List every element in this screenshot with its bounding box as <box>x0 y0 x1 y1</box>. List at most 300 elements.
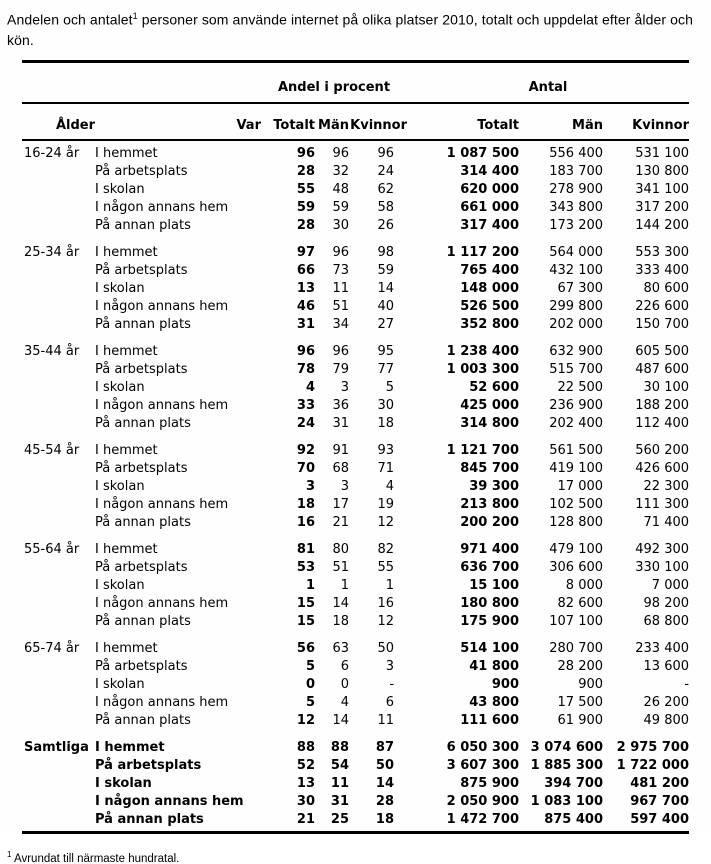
pct-man-cell: 3 <box>340 478 349 494</box>
age-cell: 16-24 år <box>24 145 80 161</box>
pct-totalt-cell: 3 <box>305 478 315 494</box>
header-antal-kvinnor: Kvinnor <box>632 117 690 133</box>
antal-totalt-cell: 180 800 <box>460 595 520 611</box>
pct-kvinnor-cell: 50 <box>375 757 395 773</box>
pct-totalt-cell: 1 <box>305 577 315 593</box>
pct-totalt-cell: 30 <box>296 793 315 809</box>
antal-man-cell: 515 700 <box>549 361 604 377</box>
place-cell: På annan plats <box>95 415 191 431</box>
pct-totalt-cell: 0 <box>305 676 315 692</box>
place-cell: I skolan <box>95 775 152 791</box>
table-row <box>22 199 689 217</box>
place-cell: I skolan <box>95 280 145 296</box>
footnote <box>7 850 711 864</box>
age-cell: 45-54 år <box>24 442 80 458</box>
column-header-row <box>22 103 689 140</box>
table-row <box>22 140 689 163</box>
pct-man-cell: 96 <box>332 343 349 359</box>
antal-man-cell: 8 000 <box>565 577 604 593</box>
pct-kvinnor-cell: 14 <box>377 280 395 296</box>
pct-kvinnor-cell: 24 <box>377 163 395 179</box>
table-row <box>22 478 689 496</box>
place-cell: I någon annans hem <box>95 793 244 809</box>
antal-man-cell: 306 600 <box>549 559 604 575</box>
antal-kvinnor-cell: 13 600 <box>643 658 690 674</box>
antal-totalt-cell: 661 000 <box>460 199 520 215</box>
antal-kvinnor-cell: 967 700 <box>630 793 690 809</box>
pct-totalt-cell: 12 <box>296 712 315 728</box>
table-row <box>22 217 689 235</box>
antal-totalt-cell: 200 200 <box>460 514 520 530</box>
table-row <box>22 757 689 775</box>
antal-totalt-cell: 1 003 300 <box>446 361 520 377</box>
antal-man-cell: 299 800 <box>549 298 604 314</box>
table-row <box>22 298 689 316</box>
pct-kvinnor-cell: 26 <box>377 217 395 233</box>
pct-totalt-cell: 59 <box>296 199 315 215</box>
pct-man-cell: 1 <box>340 577 349 593</box>
antal-man-cell: 394 700 <box>544 775 604 791</box>
place-cell: I hemmet <box>95 244 158 260</box>
antal-kvinnor-cell: 49 800 <box>643 712 690 728</box>
antal-totalt-cell: 875 900 <box>460 775 520 791</box>
pct-man-cell: 17 <box>332 496 349 512</box>
pct-totalt-cell: 78 <box>296 361 315 377</box>
place-cell: På arbetsplats <box>95 460 188 476</box>
title-text-pre: Andelen och antalet <box>7 11 133 28</box>
place-cell: I hemmet <box>95 640 158 656</box>
antal-kvinnor-cell: - <box>684 676 690 692</box>
place-cell: I hemmet <box>95 343 158 359</box>
age-cell <box>22 460 95 478</box>
pct-totalt-cell: 66 <box>296 262 315 278</box>
pct-kvinnor-cell: 82 <box>377 541 395 557</box>
antal-man-cell: 561 500 <box>549 442 604 458</box>
age-cell <box>22 793 95 811</box>
antal-man-cell: 107 100 <box>549 613 604 629</box>
header-place: Var <box>236 117 261 133</box>
empty-header-cell <box>22 61 261 103</box>
antal-man-cell: 128 800 <box>549 514 604 530</box>
pct-man-cell: 79 <box>332 361 349 377</box>
table-row <box>22 334 689 361</box>
antal-man-cell: 102 500 <box>549 496 604 512</box>
antal-kvinnor-cell: 553 300 <box>635 244 690 260</box>
antal-man-cell: 17 500 <box>557 694 604 710</box>
antal-kvinnor-cell: 30 100 <box>643 379 690 395</box>
age-cell <box>22 694 95 712</box>
age-cell <box>22 577 95 595</box>
antal-totalt-cell: 314 800 <box>460 415 520 431</box>
place-cell: På annan plats <box>95 514 191 530</box>
antal-kvinnor-cell: 130 800 <box>635 163 690 179</box>
antal-totalt-cell: 15 100 <box>469 577 520 593</box>
header-antal-totalt: Totalt <box>477 117 520 133</box>
age-cell <box>22 595 95 613</box>
header-age: Ålder <box>55 117 95 133</box>
pct-totalt-cell: 88 <box>296 739 315 755</box>
pct-kvinnor-cell: 50 <box>377 640 395 656</box>
table-row <box>22 676 689 694</box>
table-row <box>22 379 689 397</box>
pct-totalt-cell: 52 <box>296 757 315 773</box>
table-row <box>22 658 689 676</box>
age-cell <box>22 496 95 514</box>
pct-kvinnor-cell: 14 <box>375 775 395 791</box>
antal-totalt-cell: 1 121 700 <box>446 442 520 458</box>
pct-totalt-cell: 15 <box>296 613 315 629</box>
pct-kvinnor-cell: 16 <box>377 595 395 611</box>
pct-kvinnor-cell: 18 <box>377 415 395 431</box>
place-cell: På arbetsplats <box>95 658 188 674</box>
pct-kvinnor-cell: - <box>389 676 395 692</box>
place-cell: På annan plats <box>95 712 191 728</box>
antal-man-cell: 183 700 <box>549 163 604 179</box>
pct-man-cell: 80 <box>332 541 349 557</box>
antal-totalt-cell: 314 400 <box>460 163 520 179</box>
age-cell <box>22 298 95 316</box>
pct-kvinnor-cell: 6 <box>385 694 395 710</box>
table-row <box>22 793 689 811</box>
antal-kvinnor-cell: 341 100 <box>635 181 690 197</box>
age-cell <box>22 712 95 730</box>
pct-totalt-cell: 55 <box>296 181 315 197</box>
header-antal-man: Män <box>572 117 604 133</box>
antal-man-cell: 17 000 <box>557 478 604 494</box>
place-cell: I skolan <box>95 577 145 593</box>
age-cell <box>22 514 95 532</box>
pct-kvinnor-cell: 40 <box>377 298 395 314</box>
table-row <box>22 496 689 514</box>
antal-totalt-cell: 43 800 <box>469 694 520 710</box>
place-cell: I någon annans hem <box>95 397 229 413</box>
pct-kvinnor-cell: 55 <box>377 559 395 575</box>
pct-totalt-cell: 16 <box>296 514 315 530</box>
pct-kvinnor-cell: 58 <box>377 199 395 215</box>
antal-kvinnor-cell: 68 800 <box>643 613 690 629</box>
header-pct-man: Män <box>318 117 349 133</box>
antal-kvinnor-cell: 487 600 <box>635 361 690 377</box>
place-cell: På arbetsplats <box>95 361 188 377</box>
pct-man-cell: 4 <box>340 694 349 710</box>
age-cell: 25-34 år <box>24 244 80 260</box>
antal-kvinnor-cell: 1 722 000 <box>616 757 690 773</box>
antal-man-cell: 202 000 <box>549 316 604 332</box>
place-cell: I skolan <box>95 478 145 494</box>
antal-kvinnor-cell: 317 200 <box>635 199 690 215</box>
age-cell <box>22 559 95 577</box>
internet-usage-table <box>22 60 689 834</box>
table-row <box>22 433 689 460</box>
pct-kvinnor-cell: 27 <box>377 316 395 332</box>
pct-man-cell: 11 <box>332 280 349 296</box>
age-cell <box>22 613 95 631</box>
pct-man-cell: 68 <box>332 460 349 476</box>
table-row <box>22 397 689 415</box>
antal-totalt-cell: 213 800 <box>460 496 520 512</box>
antal-man-cell: 556 400 <box>549 145 604 161</box>
antal-kvinnor-cell: 597 400 <box>603 811 689 833</box>
age-cell <box>22 397 95 415</box>
footnote-marker: 1 <box>7 849 12 859</box>
pct-totalt-cell: 18 <box>296 496 315 512</box>
pct-man-cell: 91 <box>332 442 349 458</box>
pct-totalt-cell: 96 <box>296 145 315 161</box>
table-row <box>22 775 689 793</box>
pct-totalt-cell: 4 <box>305 379 315 395</box>
antal-man-cell: 173 200 <box>549 217 604 233</box>
antal-totalt-cell: 620 000 <box>460 181 520 197</box>
antal-kvinnor-cell: 333 400 <box>635 262 690 278</box>
pct-kvinnor-cell: 11 <box>377 712 395 728</box>
antal-totalt-cell: 317 400 <box>460 217 520 233</box>
antal-totalt-cell: 514 100 <box>460 640 520 656</box>
table-row <box>22 613 689 631</box>
antal-kvinnor-cell: 150 700 <box>635 316 690 332</box>
antal-totalt-cell: 41 800 <box>469 658 520 674</box>
pct-kvinnor-cell: 30 <box>377 397 395 413</box>
pct-totalt-cell: 70 <box>296 460 315 476</box>
table-row <box>22 316 689 334</box>
place-cell: På arbetsplats <box>95 163 188 179</box>
pct-totalt-cell: 31 <box>296 316 315 332</box>
antal-totalt-cell: 971 400 <box>460 541 520 557</box>
pct-man-cell: 30 <box>332 217 349 233</box>
table-row <box>22 532 689 559</box>
place-cell: På arbetsplats <box>95 757 202 773</box>
place-cell: I hemmet <box>95 739 165 755</box>
header-pct-totalt: Totalt <box>273 117 315 133</box>
pct-man-cell: 14 <box>332 595 349 611</box>
age-cell: Samtliga <box>24 739 89 755</box>
place-cell: På annan plats <box>95 316 191 332</box>
age-cell <box>22 262 95 280</box>
antal-totalt-cell: 425 000 <box>460 397 520 413</box>
pct-totalt-cell: 56 <box>296 640 315 656</box>
title-text-post: personer som använde internet på olika platser 2010, totalt och uppdelat efter ålder och kön. <box>7 11 694 48</box>
age-cell <box>22 415 95 433</box>
antal-totalt-cell: 765 400 <box>460 262 520 278</box>
pct-totalt-cell: 13 <box>296 280 315 296</box>
age-cell: 65-74 år <box>24 640 80 656</box>
pct-man-cell: 11 <box>330 775 349 791</box>
table-row <box>22 280 689 298</box>
pct-totalt-cell: 28 <box>296 163 315 179</box>
pct-kvinnor-cell: 87 <box>375 739 395 755</box>
age-cell <box>22 217 95 235</box>
table-row <box>22 361 689 379</box>
pct-kvinnor-cell: 19 <box>377 496 395 512</box>
place-cell: På annan plats <box>95 217 191 233</box>
antal-man-cell: 900 <box>578 676 604 692</box>
pct-man-cell: 96 <box>332 244 349 260</box>
table-row <box>22 712 689 730</box>
antal-totalt-cell: 1 472 700 <box>407 811 519 833</box>
antal-man-cell: 278 900 <box>549 181 604 197</box>
pct-man-cell: 51 <box>332 298 349 314</box>
pct-kvinnor-cell: 93 <box>377 442 395 458</box>
antal-man-cell: 202 400 <box>549 415 604 431</box>
antal-kvinnor-cell: 98 200 <box>643 595 690 611</box>
antal-kvinnor-cell: 22 300 <box>643 478 690 494</box>
pct-man-cell: 63 <box>332 640 349 656</box>
place-cell: I någon annans hem <box>95 694 229 710</box>
pct-man-cell: 34 <box>332 316 349 332</box>
antal-totalt-cell: 1 238 400 <box>446 343 520 359</box>
antal-totalt-cell: 3 607 300 <box>446 757 520 773</box>
antal-man-cell: 632 900 <box>549 343 604 359</box>
antal-totalt-cell: 6 050 300 <box>446 739 520 755</box>
antal-man-cell: 564 000 <box>549 244 604 260</box>
antal-man-cell: 875 400 <box>519 811 603 833</box>
age-cell <box>22 163 95 181</box>
antal-kvinnor-cell: 144 200 <box>635 217 690 233</box>
place-cell: I hemmet <box>95 145 158 161</box>
antal-totalt-cell: 1 117 200 <box>446 244 520 260</box>
antal-totalt-cell: 845 700 <box>460 460 520 476</box>
pct-man-cell: 88 <box>330 739 349 755</box>
count-group-header: Antal <box>407 61 689 103</box>
place-cell: I skolan <box>95 181 145 197</box>
pct-kvinnor-cell: 62 <box>377 181 395 197</box>
pct-man-cell: 32 <box>332 163 349 179</box>
pct-kvinnor-cell: 18 <box>349 811 407 833</box>
pct-totalt-cell: 28 <box>296 217 315 233</box>
antal-man-cell: 3 074 600 <box>530 739 604 755</box>
table-row <box>22 559 689 577</box>
place-cell: På arbetsplats <box>95 559 188 575</box>
place-cell: I hemmet <box>95 442 158 458</box>
age-cell <box>22 478 95 496</box>
antal-kvinnor-cell: 188 200 <box>635 397 690 413</box>
antal-kvinnor-cell: 492 300 <box>635 541 690 557</box>
place-cell: På annan plats <box>95 613 191 629</box>
pct-totalt-cell: 21 <box>261 811 315 833</box>
pct-kvinnor-cell: 28 <box>375 793 395 809</box>
age-cell <box>22 316 95 334</box>
table-row <box>22 730 689 757</box>
antal-kvinnor-cell: 26 200 <box>643 694 690 710</box>
title-footnote-marker: 1 <box>132 11 138 21</box>
pct-totalt-cell: 96 <box>296 343 315 359</box>
pct-kvinnor-cell: 59 <box>377 262 395 278</box>
pct-kvinnor-cell: 4 <box>385 478 395 494</box>
antal-totalt-cell: 526 500 <box>460 298 520 314</box>
antal-man-cell: 419 100 <box>549 460 604 476</box>
age-cell <box>22 199 95 217</box>
place-cell: På annan plats <box>95 811 261 833</box>
pct-totalt-cell: 5 <box>305 694 315 710</box>
pct-totalt-cell: 24 <box>296 415 315 431</box>
place-cell: På arbetsplats <box>95 262 188 278</box>
antal-man-cell: 1 083 100 <box>530 793 604 809</box>
antal-kvinnor-cell: 531 100 <box>635 145 690 161</box>
age-cell <box>22 676 95 694</box>
antal-kvinnor-cell: 71 400 <box>643 514 690 530</box>
document-title <box>7 6 701 50</box>
pct-kvinnor-cell: 5 <box>385 379 395 395</box>
table-row <box>22 415 689 433</box>
antal-kvinnor-cell: 233 400 <box>635 640 690 656</box>
pct-man-cell: 96 <box>332 145 349 161</box>
pct-totalt-cell: 53 <box>296 559 315 575</box>
pct-man-cell: 31 <box>332 415 349 431</box>
antal-totalt-cell: 175 900 <box>460 613 520 629</box>
table-row <box>22 811 689 833</box>
age-cell <box>22 280 95 298</box>
table-row <box>22 694 689 712</box>
age-cell <box>22 757 95 775</box>
antal-man-cell: 28 200 <box>557 658 604 674</box>
pct-man-cell: 14 <box>332 712 349 728</box>
antal-totalt-cell: 111 600 <box>460 712 520 728</box>
pct-kvinnor-cell: 96 <box>377 145 395 161</box>
pct-man-cell: 73 <box>332 262 349 278</box>
header-pct-kvinnor: Kvinnor <box>350 117 408 133</box>
pct-kvinnor-cell: 77 <box>377 361 395 377</box>
place-cell: I skolan <box>95 379 145 395</box>
antal-totalt-cell: 1 087 500 <box>446 145 520 161</box>
table-row <box>22 163 689 181</box>
antal-kvinnor-cell: 560 200 <box>635 442 690 458</box>
pct-man-cell: 18 <box>332 613 349 629</box>
pct-man-cell: 25 <box>315 811 349 833</box>
antal-totalt-cell: 52 600 <box>469 379 520 395</box>
pct-totalt-cell: 97 <box>296 244 315 260</box>
antal-kvinnor-cell: 80 600 <box>643 280 690 296</box>
pct-man-cell: 3 <box>340 379 349 395</box>
antal-kvinnor-cell: 226 600 <box>635 298 690 314</box>
antal-kvinnor-cell: 426 600 <box>635 460 690 476</box>
pct-kvinnor-cell: 12 <box>377 613 395 629</box>
antal-totalt-cell: 900 <box>491 676 520 692</box>
table-row <box>22 595 689 613</box>
antal-kvinnor-cell: 481 200 <box>630 775 690 791</box>
age-cell <box>22 811 95 833</box>
age-cell <box>22 658 95 676</box>
table-body <box>22 140 689 833</box>
antal-totalt-cell: 636 700 <box>460 559 520 575</box>
pct-totalt-cell: 5 <box>305 658 315 674</box>
pct-man-cell: 51 <box>332 559 349 575</box>
pct-man-cell: 31 <box>330 793 349 809</box>
antal-kvinnor-cell: 605 500 <box>635 343 690 359</box>
antal-kvinnor-cell: 111 300 <box>635 496 690 512</box>
place-cell: I någon annans hem <box>95 496 229 512</box>
antal-man-cell: 479 100 <box>549 541 604 557</box>
antal-totalt-cell: 39 300 <box>469 478 520 494</box>
pct-kvinnor-cell: 95 <box>377 343 395 359</box>
pct-kvinnor-cell: 98 <box>377 244 395 260</box>
antal-man-cell: 82 600 <box>557 595 604 611</box>
place-cell: I skolan <box>95 676 145 692</box>
pct-kvinnor-cell: 12 <box>377 514 395 530</box>
table-row <box>22 262 689 280</box>
percent-group-header: Andel i procent <box>261 61 407 103</box>
table-row <box>22 631 689 658</box>
antal-man-cell: 67 300 <box>557 280 604 296</box>
pct-totalt-cell: 33 <box>296 397 315 413</box>
pct-totalt-cell: 13 <box>296 775 315 791</box>
pct-totalt-cell: 46 <box>296 298 315 314</box>
pct-totalt-cell: 81 <box>296 541 315 557</box>
place-cell: I någon annans hem <box>95 199 229 215</box>
pct-man-cell: 48 <box>332 181 349 197</box>
antal-totalt-cell: 2 050 900 <box>446 793 520 809</box>
pct-man-cell: 59 <box>332 199 349 215</box>
pct-totalt-cell: 15 <box>296 595 315 611</box>
age-cell <box>22 775 95 793</box>
